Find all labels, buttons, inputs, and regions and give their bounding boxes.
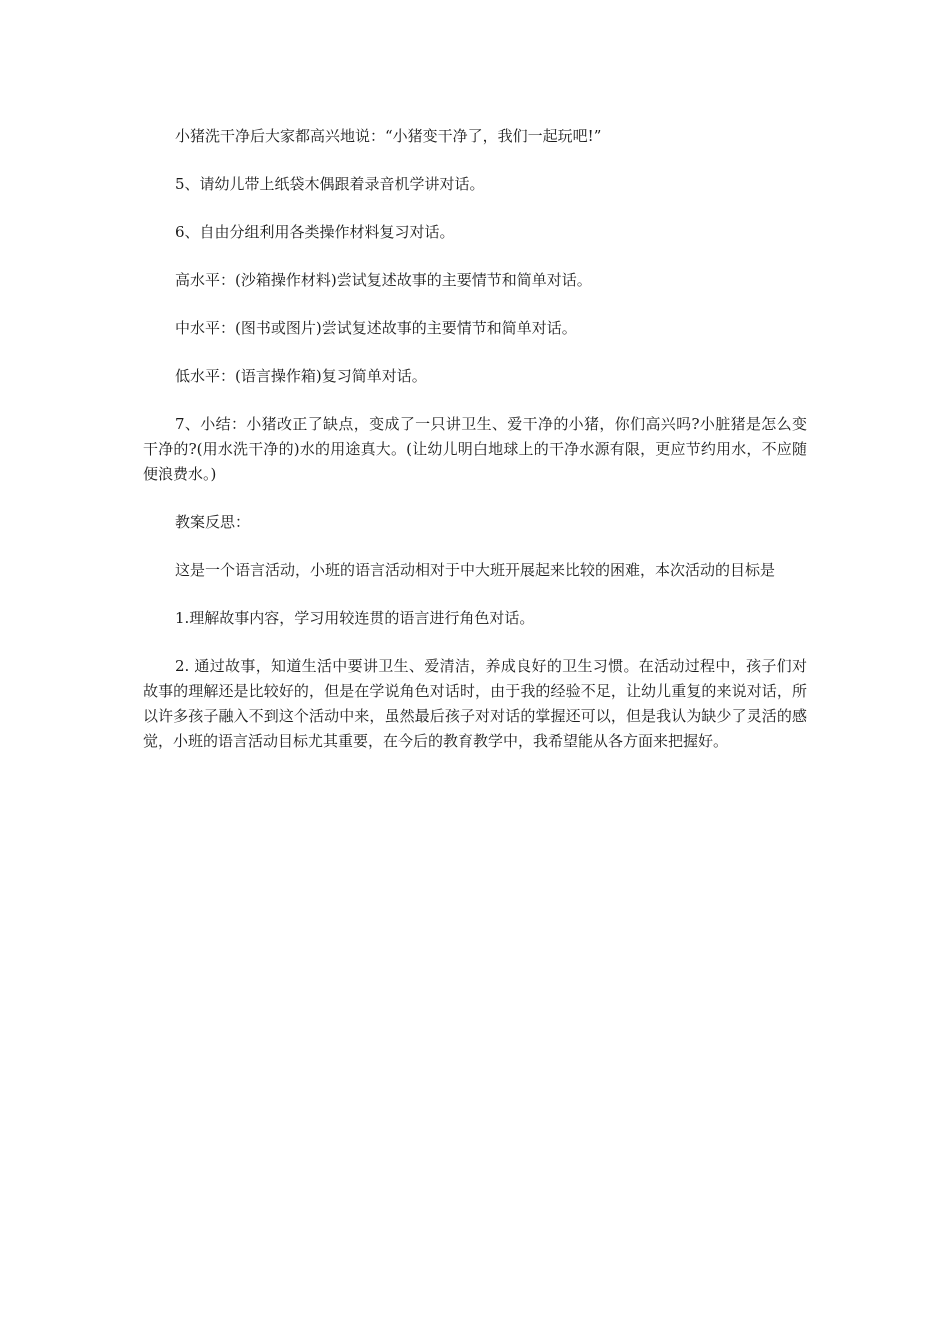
paragraph-high-level: 高水平：(沙箱操作材料)尝试复述故事的主要情节和简单对话。 xyxy=(175,271,592,289)
paragraph-low-level: 低水平：(语言操作箱)复习简单对话。 xyxy=(175,367,427,385)
paragraph-goal-2: 2. 通过故事，知道生活中要讲卫生、爱清洁，养成良好的卫生习惯。在活动过程中，孩子们对故事的理解还是比较好的，但是在学说角色对话时，由于我的经验不足，让幼儿重复的来说对话，所以许多孩子融入不到这个活动中来，虽然最后孩子对对话的掌握还可以，但是我认为缺少了灵活的感觉，小班的语言活动目标尤其重要，在今后的教育教学中，我希望能从各方面来把握好。 xyxy=(143,657,807,750)
paragraph-goal-1: 1.理解故事内容，学习用较连贯的语言进行角色对话。 xyxy=(175,609,535,627)
paragraph-step-7-summary: 7、小结：小猪改正了缺点，变成了一只讲卫生、爱干净的小猪，你们高兴吗?小脏猪是怎么变干净的?(用水洗干净的)水的用途真大。(让幼儿明白地球上的干净水源有限，更应节约用水，不应随便浪费水。) xyxy=(143,415,807,483)
paragraph-mid-level: 中水平：(图书或图片)尝试复述故事的主要情节和简单对话。 xyxy=(175,319,577,337)
paragraph-step-6: 6、自由分组利用各类操作材料复习对话。 xyxy=(175,223,455,241)
document-body xyxy=(143,124,807,777)
paragraph-story-ending: 小猪洗干净后大家都高兴地说：“小猪变干净了，我们一起玩吧!” xyxy=(175,127,602,145)
paragraph-step-5: 5、请幼儿带上纸袋木偶跟着录音机学讲对话。 xyxy=(175,175,485,193)
paragraph-reflection-intro: 这是一个语言活动，小班的语言活动相对于中大班开展起来比较的困难，本次活动的目标是 xyxy=(175,561,776,579)
section-heading-reflection: 教案反思： xyxy=(175,513,251,531)
